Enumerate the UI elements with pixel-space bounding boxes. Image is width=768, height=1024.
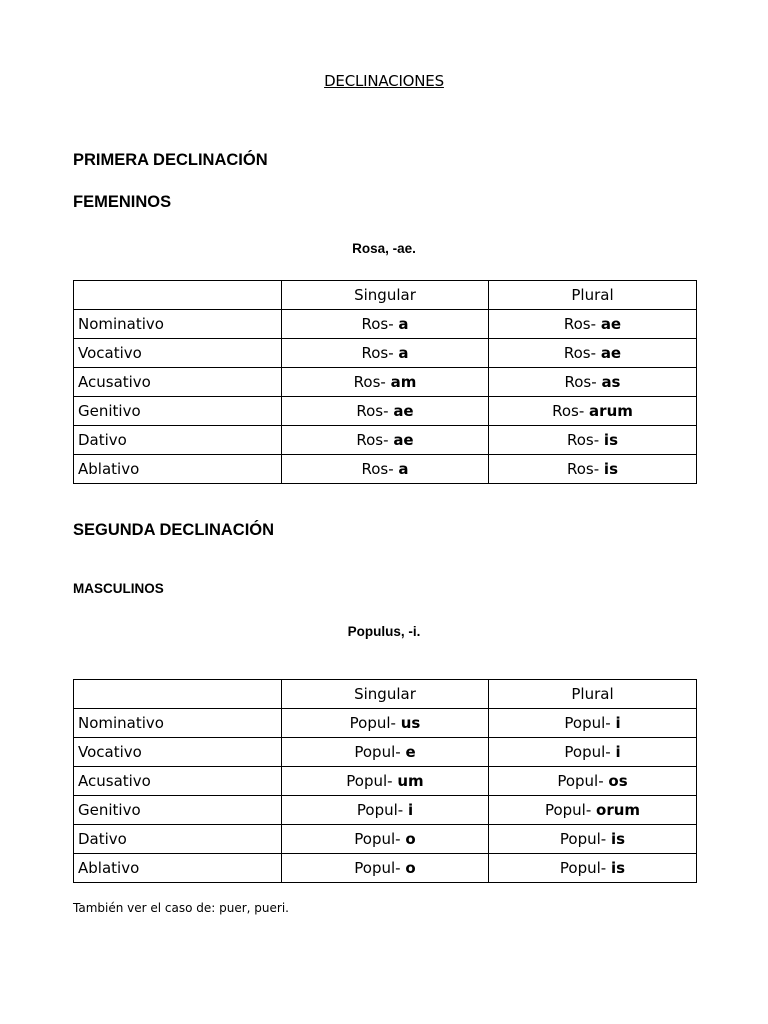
table-row <box>74 825 697 854</box>
plural-form <box>489 397 697 426</box>
table-row <box>74 767 697 796</box>
singular-form <box>282 767 489 796</box>
ending: is <box>611 859 626 877</box>
second-declension-gender: MASCULINOS <box>73 581 164 596</box>
ending: o <box>405 830 416 848</box>
plural-form <box>489 709 697 738</box>
stem: Ros- <box>566 460 600 478</box>
table-row <box>74 426 697 455</box>
stem: Popul- <box>354 743 401 761</box>
plural-form <box>489 854 697 883</box>
table-row <box>74 854 697 883</box>
header-cell-plural: Plural <box>489 281 697 310</box>
stem: Ros- <box>356 431 389 449</box>
stem: Ros- <box>563 315 597 333</box>
table-row <box>74 368 697 397</box>
singular-form <box>282 426 489 455</box>
stem: Ros- <box>361 344 394 362</box>
stem: Popul- <box>557 772 604 790</box>
plural-form <box>489 368 697 397</box>
case-name: Dativo <box>74 426 282 455</box>
first-declension-gender: FEMENINOS <box>73 193 172 211</box>
table-header-row <box>74 281 697 310</box>
plural-form <box>489 339 697 368</box>
first-declension-heading: PRIMERA DECLINACIÓN <box>73 151 268 169</box>
case-name: Acusativo <box>74 767 282 796</box>
stem: Ros- <box>564 373 597 391</box>
ending: i <box>407 801 414 819</box>
table-row <box>74 397 697 426</box>
ending: i <box>615 714 621 732</box>
case-name: Vocativo <box>74 738 282 767</box>
page-title: DECLINACIONES <box>324 72 444 90</box>
case-name: Genitivo <box>74 796 282 825</box>
header-cell-plural: Plural <box>489 680 697 709</box>
stem: Popul- <box>356 801 404 819</box>
ending: i <box>615 743 621 761</box>
singular-form <box>282 709 489 738</box>
singular-form <box>282 339 489 368</box>
table-header-row <box>74 680 697 709</box>
plural-form <box>489 455 697 484</box>
ending: a <box>398 344 409 362</box>
case-name: Nominativo <box>74 310 282 339</box>
ending: is <box>603 460 618 478</box>
stem: Ros- <box>361 315 394 333</box>
case-name: Genitivo <box>74 397 282 426</box>
ending: e <box>405 743 416 761</box>
table-row <box>74 339 697 368</box>
second-declension-paradigm: Populus, -i. <box>347 624 421 639</box>
stem: Ros- <box>361 460 394 478</box>
stem: Ros- <box>566 431 600 449</box>
ending: ae <box>600 344 622 362</box>
ending: as <box>601 373 621 391</box>
singular-form <box>282 455 489 484</box>
stem: Popul- <box>354 859 401 877</box>
singular-form <box>282 310 489 339</box>
stem: Popul- <box>544 801 592 819</box>
table-row <box>74 310 697 339</box>
plural-form <box>489 426 697 455</box>
ending: arum <box>589 402 633 420</box>
stem: Popul- <box>354 830 401 848</box>
header-cell-singular: Singular <box>282 281 489 310</box>
singular-form <box>282 368 489 397</box>
ending: o <box>405 859 416 877</box>
ending: ae <box>393 431 414 449</box>
stem: Popul- <box>564 743 611 761</box>
stem: Popul- <box>559 830 607 848</box>
stem: Popul- <box>349 714 396 732</box>
singular-form <box>282 738 489 767</box>
stem: Ros- <box>353 373 386 391</box>
ending: a <box>398 315 409 333</box>
ending: a <box>398 460 409 478</box>
header-cell-case <box>74 680 282 709</box>
ending: am <box>390 373 417 391</box>
table-row <box>74 738 697 767</box>
ending: ae <box>600 315 622 333</box>
second-declension-heading: SEGUNDA DECLINACIÓN <box>73 521 275 539</box>
singular-form <box>282 796 489 825</box>
header-cell-singular: Singular <box>282 680 489 709</box>
stem: Ros- <box>356 402 389 420</box>
case-name: Nominativo <box>74 709 282 738</box>
case-name: Ablativo <box>74 455 282 484</box>
table-row <box>74 455 697 484</box>
singular-form <box>282 825 489 854</box>
singular-form <box>282 854 489 883</box>
plural-form <box>489 310 697 339</box>
ending: os <box>608 772 628 790</box>
ending: is <box>603 431 618 449</box>
singular-form <box>282 397 489 426</box>
ending: us <box>400 714 421 732</box>
case-name: Ablativo <box>74 854 282 883</box>
first-declension-table <box>73 280 697 484</box>
case-name: Vocativo <box>74 339 282 368</box>
table-row <box>74 796 697 825</box>
stem: Ros- <box>563 344 597 362</box>
table-row <box>74 709 697 738</box>
stem: Popul- <box>564 714 611 732</box>
case-name: Dativo <box>74 825 282 854</box>
plural-form <box>489 738 697 767</box>
plural-form <box>489 796 697 825</box>
ending: ae <box>393 402 414 420</box>
stem: Popul- <box>559 859 607 877</box>
footnote: También ver el caso de: puer, pueri. <box>73 901 289 915</box>
stem: Ros- <box>552 402 585 420</box>
ending: orum <box>596 801 641 819</box>
ending: is <box>611 830 626 848</box>
stem: Popul- <box>346 772 393 790</box>
first-declension-paradigm: Rosa, -ae. <box>352 241 416 256</box>
ending: um <box>397 772 424 790</box>
case-name: Acusativo <box>74 368 282 397</box>
plural-form <box>489 825 697 854</box>
plural-form <box>489 767 697 796</box>
header-cell-case <box>74 281 282 310</box>
second-declension-table <box>73 679 697 883</box>
